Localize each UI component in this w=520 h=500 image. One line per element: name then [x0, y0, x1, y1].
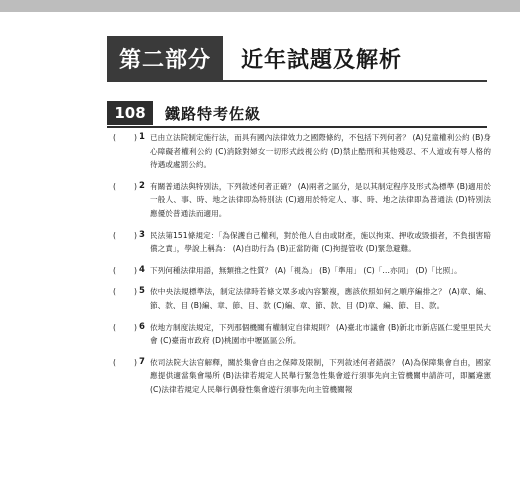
bracket-open: (: [113, 357, 116, 367]
answer-bracket: [113, 180, 139, 221]
question-item: [113, 229, 491, 256]
bracket-close: ): [134, 287, 137, 297]
exam-year-badge: 108: [107, 101, 153, 125]
answer-bracket: [113, 285, 139, 312]
question-number: 6: [139, 321, 145, 332]
answer-blank: [118, 229, 132, 256]
question-text: 民法第151條規定：「為保護自己權利，對於他人自由或財產，施以拘束、押收或毀損者，不負損害賠償之責」，學說上稱為： (A)自助行為 (B)正當防衛 (C)拘提管收 (D)緊急避難。: [150, 230, 491, 254]
bracket-open: (: [113, 265, 116, 275]
question-text: 下列何種法律用語，無類推之性質？ (A)「視為」 (B)「準用」 (C)「…亦同」 (D)「比照」。: [150, 265, 462, 275]
question-text: 已由立法院制定施行法，而具有國內法律效力之國際條約，不包括下列何者？ (A)兒童權利公約 (B)身心障礙者權利公約 (C)消除對婦女一切形式歧視公約 (D)禁止酷刑和其他殘忍、不人道或有辱人格的待遇或處罰公約。: [150, 133, 491, 170]
answer-bracket: [113, 131, 139, 172]
answer-bracket: [113, 229, 139, 256]
bracket-close: ): [134, 230, 137, 240]
question-number: 7: [139, 356, 145, 367]
question-text: 依中央法規標準法，制定法律時若條文眾多或內容繁複，應該依照如何之順序編排之？ (A)章、編、節、款、目 (B)編、章、節、目、款 (C)編、章、節、款、目 (D)章、編、節、目、款。: [150, 287, 491, 310]
question-item: [113, 180, 491, 221]
bracket-close: ): [134, 357, 137, 367]
answer-bracket: [113, 264, 139, 278]
question-number: 4: [139, 264, 145, 275]
question-item: [113, 264, 491, 278]
question-number: 5: [139, 286, 145, 297]
answer-blank: [118, 131, 132, 172]
question-item: [113, 356, 491, 397]
question-text: 依司法院大法官解釋，關於集會自由之保障及限制，下列敘述何者錯誤？ (A)為保障集會自由，國家應提供適當集會場所 (B)法律若規定人民舉行緊急性集會遊行須事先向主管機關申請許可，即屬違憲 (C)法律若規定人民舉行偶發性集會遊行須事先向主管機關報: [150, 357, 491, 394]
answer-blank: [118, 321, 132, 348]
question-text: 依地方制度法規定，下列那個機關有權制定自律規則？ (A)臺北市議會 (B)新北市新店區仁愛里里民大會 (C)臺南市政府 (D)桃園市中壢區區公所。: [150, 322, 491, 346]
answer-bracket: [113, 356, 139, 397]
question-text: 有關普通法與特別法，下列敘述何者正確？ (A)兩者之區分，是以其制定程序及形式為標準 (B)適用於一般人、事、時、地之法律即為特別法 (C)適用於特定人、事、時、地之法律即為普通法 (D)特別法應優於普通法而適用。: [150, 181, 491, 218]
section-title: 近年試題及解析: [241, 47, 403, 73]
question-item: [113, 321, 491, 348]
answer-bracket: [113, 321, 139, 348]
answer-blank: [118, 285, 132, 312]
section-header: [107, 36, 487, 80]
question-list: [113, 131, 491, 405]
bracket-open: (: [113, 230, 116, 240]
exam-header: [107, 100, 487, 126]
question-number: 2: [139, 180, 145, 191]
bracket-close: ): [134, 322, 137, 332]
bracket-open: (: [113, 133, 116, 142]
top-gray-strip: [0, 0, 520, 12]
answer-blank: [118, 356, 132, 397]
section-part-label: 第二部分: [107, 36, 223, 80]
answer-blank: [118, 180, 132, 221]
section-divider: [107, 80, 487, 82]
question-number: 1: [139, 132, 145, 142]
bracket-open: (: [113, 322, 116, 332]
answer-blank: [118, 264, 132, 278]
question-item: [113, 285, 491, 312]
exam-name: 鐵路特考佐級: [165, 104, 262, 123]
question-item: [113, 131, 491, 172]
question-number: 3: [139, 229, 145, 240]
bracket-close: ): [134, 181, 137, 191]
exam-divider: [107, 126, 487, 128]
bracket-open: (: [113, 181, 116, 191]
bracket-close: ): [134, 133, 137, 142]
bracket-open: (: [113, 287, 116, 297]
bracket-close: ): [134, 265, 137, 275]
